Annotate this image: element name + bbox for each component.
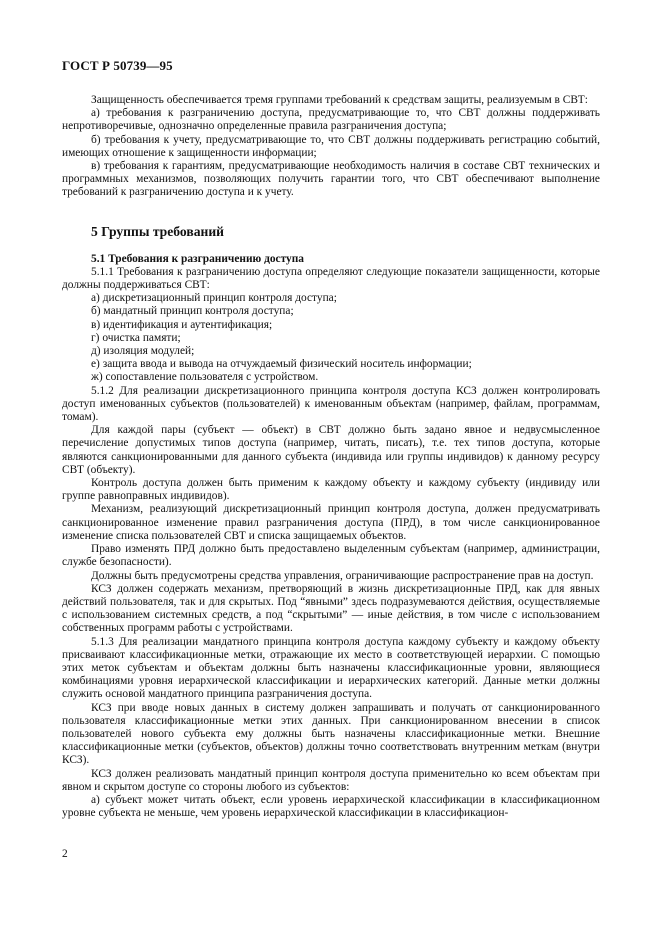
list-item: е) защита ввода и вывода на отчуждаемый физический носитель информации; (91, 358, 472, 371)
list-item: б) требования к учету, предусматривающие то, что СВТ должны поддерживать регистрацию событий, имеющих отношение к защищенности информации; (62, 133, 600, 159)
page-content (62, 94, 600, 820)
subsection-title: 5.1 Требования к разграничению доступа (91, 252, 304, 265)
list-item: д) изоляция модулей; (91, 345, 195, 358)
paragraph: Контроль доступа должен быть применим к каждому объекту и каждому субъекту (индивиду или группе равноправных индивидов). (62, 477, 600, 503)
page-number: 2 (62, 848, 68, 860)
list-item: а) субъект может читать объект, если уровень иерархической классификации в классификационном уровне субъекта не меньше, чем уровень иерархической классификации в классификацион- (62, 793, 600, 820)
paragraph: 5.1.2 Для реализации дискретизационного принципа контроля доступа КСЗ должен контролировать доступ именованных субъектов (пользователей) к именованным объектам (например, файлам, программам, томам). (62, 384, 600, 424)
paragraph: Защищенность обеспечивается тремя группами требований к средствам защиты, реализуемым в СВТ: (91, 94, 588, 106)
list-item: г) очистка памяти; (91, 331, 181, 344)
list-item: ж) сопоставление пользователя с устройством. (91, 371, 319, 384)
document-header: ГОСТ Р 50739—95 (62, 58, 173, 73)
paragraph: КСЗ должен содержать механизм, претворяющий в жизнь дискретизационные ПРД, как для явных действий пользователя, так и для скрытых. Под “явными” здесь подразумеваются действия, осуществляемые с использованием системных средств, а под “скрытыми” — иные действия, в том числе с использованием собственных программ работы с устройствами. (62, 582, 600, 635)
paragraph: Для каждой пары (субъект — объект) в СВТ должно быть задано явное и недвусмысленное перечисление допустимых типов доступа (например, читать, писать), т.е. тех типов доступа, которые являются санкционированными для данного субъекта (индивида или группы индивидов) к данному ресурсу СВТ (объекту). (62, 424, 600, 476)
list-item: а) требования к разграничению доступа, предусматривающие то, что СВТ должны поддерживать непротиворечивые, однозначно определенные правила разграничения доступа; (62, 107, 600, 133)
paragraph: Право изменять ПРД должно быть предоставлено выделенным субъектам (например, администрации, службе безопасности). (62, 543, 600, 569)
paragraph: Должны быть предусмотрены средства управления, ограничивающие распространение прав на доступ. (91, 569, 594, 582)
paragraph: КСЗ при вводе новых данных в систему должен запрашивать и получать от санкционированного пользователя классификационные метки этих данных. При санкционированном внесении в список пользователей нового субъекта ему должны быть назначены классификационные метки. Внешние классификационные метки (субъектов, объектов) должны точно соответствовать внутренним меткам (внутри КСЗ). (62, 701, 600, 767)
paragraph: 5.1.3 Для реализации мандатного принципа контроля доступа каждому субъекту и каждому объекту присваивают классификационные метки, отражающие их место в соответствующей иерархии. С помощью этих меток субъектам и объектам должны быть назначены классификационные уровни, являющиеся комбинациями уровня иерархической классификации и иерархических категорий. Данные метки должны служить основой мандатного принципа разграничения доступа. (62, 635, 600, 701)
list-item: в) требования к гарантиям, предусматривающие необходимость наличия в составе СВТ технических и программных механизмов, позволяющих получить гарантии того, что СВТ обеспечивают выполнение требований к разграничению доступа и к учету. (62, 160, 600, 199)
paragraph: 5.1.1 Требования к разграничению доступа определяют следующие показатели защищенности, которые должны поддерживаться СВТ: (62, 265, 600, 292)
list-item: в) идентификация и аутентификация; (91, 318, 273, 331)
section-title: 5 Группы требований (91, 223, 224, 239)
list-item: а) дискретизационный принцип контроля доступа; (91, 292, 337, 305)
list-item: б) мандатный принцип контроля доступа; (91, 305, 294, 318)
paragraph: Механизм, реализующий дискретизационный принцип контроля доступа, должен предусматривать санкционированное изменение правил разграничения доступа (ПРД), в том числе санкционированное изменение списка пользователей СВТ и списка защищаемых объектов. (62, 503, 600, 542)
paragraph: КСЗ должен реализовать мандатный принцип контроля доступа применительно ко всем объектам при явном и скрытом доступе со стороны любого из субъектов: (62, 767, 600, 793)
